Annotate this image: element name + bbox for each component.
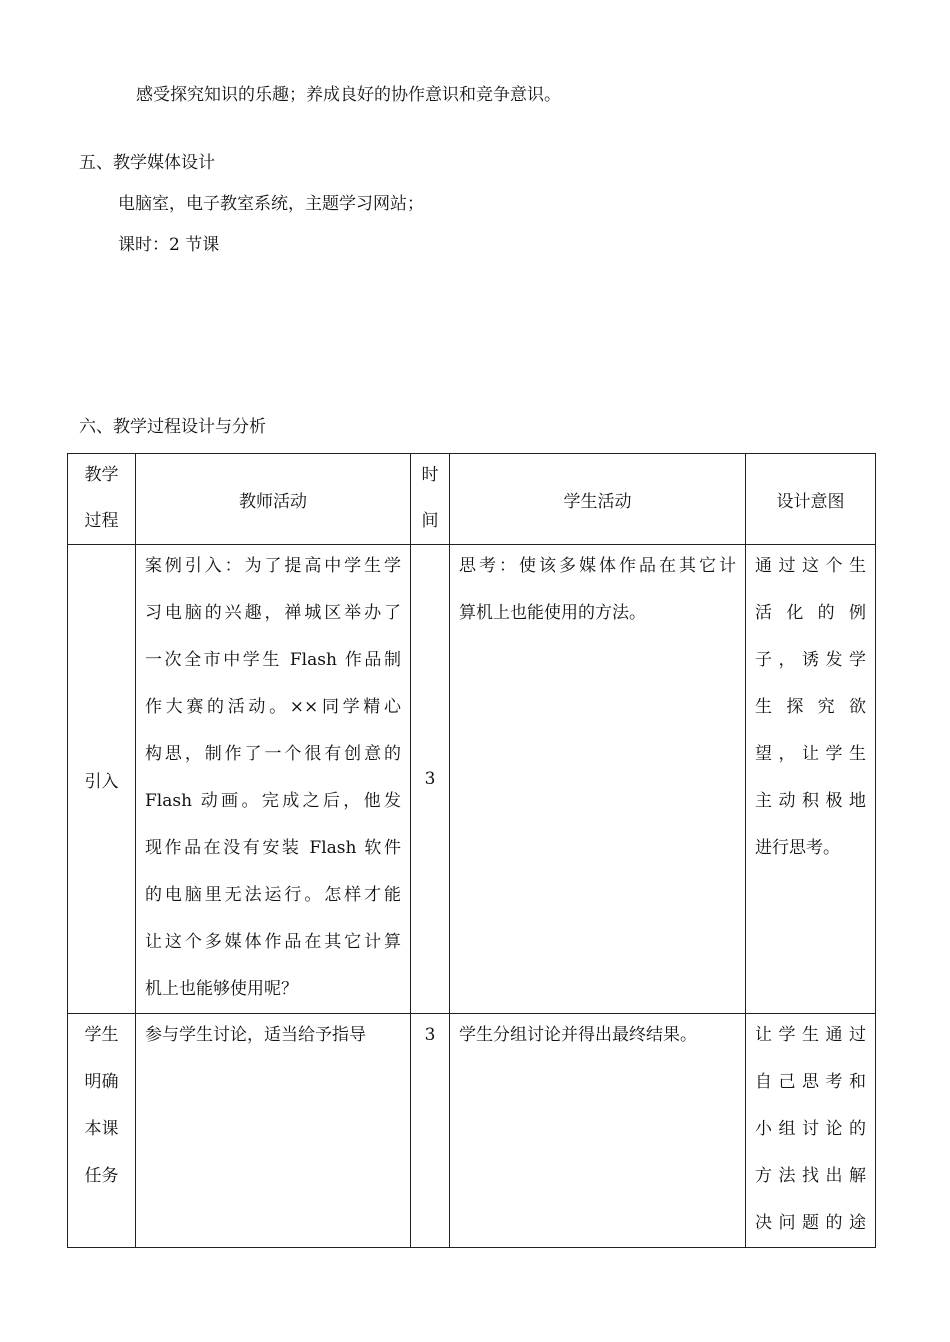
table-header-row <box>68 454 876 545</box>
table-row <box>68 1014 876 1248</box>
student-line: 学生分组讨论并得出最终结果。 <box>459 1025 697 1045</box>
header-process-line: 过程 <box>84 510 119 531</box>
header-student: 学生活动 <box>450 454 746 545</box>
header-time-line: 间 <box>421 510 439 531</box>
student-cell <box>450 1014 746 1248</box>
teacher-line: 的电脑里无法运行。怎样才能 <box>145 885 401 905</box>
class-hours: 课时：2 节课 <box>118 235 220 255</box>
student-cell <box>450 545 746 1014</box>
process-label: 引入 <box>84 771 119 792</box>
intent-line: 方法找出解 <box>755 1166 866 1186</box>
intent-line: 生探究欲 <box>755 697 866 717</box>
time-cell <box>411 1014 450 1248</box>
teacher-line: 现作品在没有安装 Flash 软件 <box>145 838 401 858</box>
teacher-line: 案例引入：为了提高中学生学 <box>145 556 401 576</box>
teacher-line: 一次全市中学生 Flash 作品制 <box>145 650 401 670</box>
time-cell: 3 <box>411 545 450 1014</box>
header-teacher: 教师活动 <box>136 454 411 545</box>
intent-line: 主动积极地 <box>755 791 866 811</box>
section-5-heading: 五、教学媒体设计 <box>79 153 215 173</box>
process-table <box>67 453 876 1248</box>
teacher-line: Flash 动画。完成之后，他发 <box>145 791 401 811</box>
time-value: 3 <box>424 1025 436 1045</box>
student-line: 思考：使该多媒体作品在其它计 <box>459 556 736 576</box>
intent-line: 自己思考和 <box>755 1072 866 1092</box>
intent-line: 通过这个生 <box>755 556 866 576</box>
header-process-line: 教学 <box>84 464 119 485</box>
teacher-line: 让这个多媒体作品在其它计算 <box>145 932 401 952</box>
intent-cell <box>746 545 876 1014</box>
intent-line: 子，诱发学 <box>755 650 866 670</box>
process-line: 本课 <box>84 1119 119 1139</box>
teacher-line: 习电脑的兴趣，禅城区举办了 <box>145 603 401 623</box>
teacher-line: 作大赛的活动。××同学精心 <box>145 697 401 717</box>
header-intent: 设计意图 <box>746 454 876 545</box>
intent-line: 进行思考。 <box>755 838 840 858</box>
process-line: 学生 <box>84 1025 119 1045</box>
teacher-line: 机上也能够使用呢？ <box>145 979 298 999</box>
process-line: 明确 <box>84 1072 119 1092</box>
header-time-line: 时 <box>421 464 439 485</box>
process-cell <box>68 1014 136 1248</box>
teacher-cell <box>136 1014 411 1248</box>
intent-cell <box>746 1014 876 1248</box>
teacher-line: 构思，制作了一个很有创意的 <box>145 744 401 764</box>
intent-line: 小组讨论的 <box>755 1119 866 1139</box>
intent-line: 让学生通过 <box>755 1025 866 1045</box>
section-6-heading: 六、教学过程设计与分析 <box>79 417 266 437</box>
process-line: 任务 <box>84 1166 119 1186</box>
intro-text: 感受探究知识的乐趣；养成良好的协作意识和竞争意识。 <box>136 85 561 105</box>
teacher-line: 参与学生讨论，适当给予指导 <box>145 1025 366 1045</box>
intent-line: 决问题的途 <box>755 1213 866 1233</box>
intent-line: 望，让学生 <box>755 744 866 764</box>
process-cell <box>68 545 136 1014</box>
header-process <box>68 454 136 545</box>
student-line: 算机上也能使用的方法。 <box>459 603 646 623</box>
teacher-cell <box>136 545 411 1014</box>
intent-line: 活化的例 <box>755 603 866 623</box>
media-description: 电脑室，电子教室系统，主题学习网站； <box>118 194 424 214</box>
table-row <box>68 545 876 1014</box>
header-time <box>411 454 450 545</box>
